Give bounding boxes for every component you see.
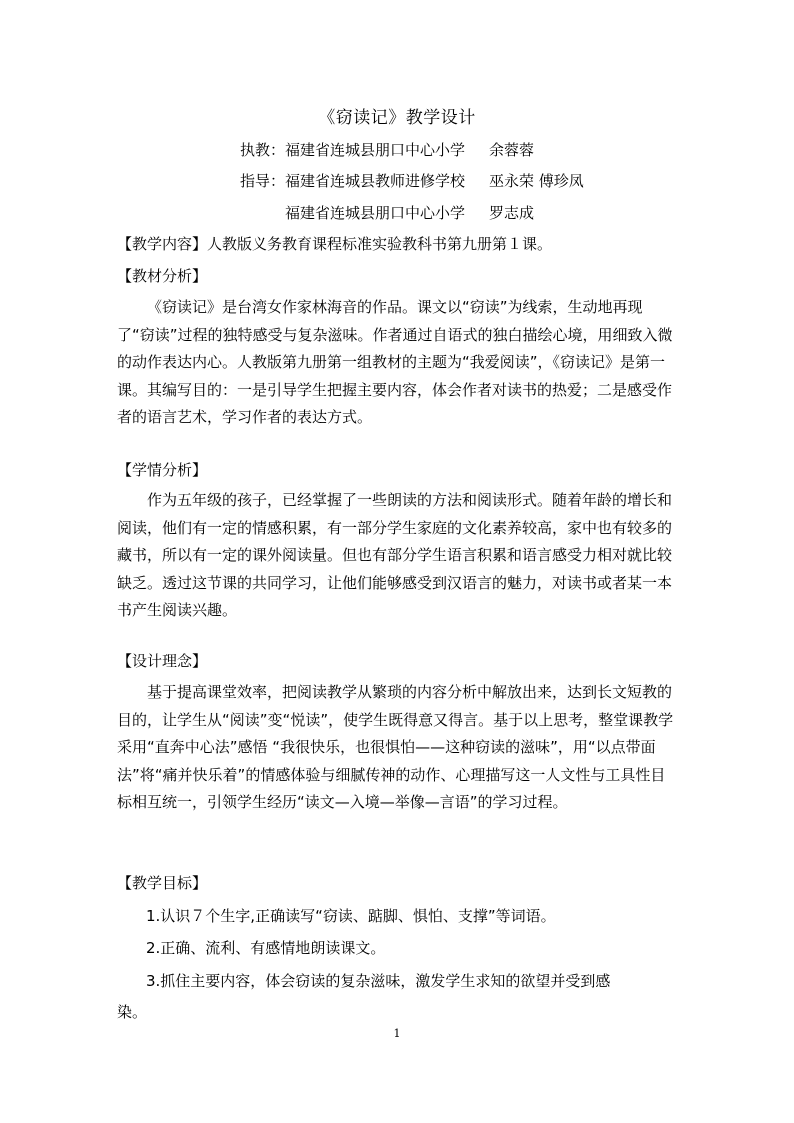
section-heading: 【教材分析】 (117, 267, 208, 285)
page-number: 1 (393, 1027, 401, 1040)
objective-item: 3.抓住主要内容，体会窃读的复杂滋味，激发学生求知的欲望并受到感 (146, 972, 611, 990)
section-heading: 【学情分析】 (117, 461, 208, 479)
author-line-1 (240, 139, 534, 160)
content-text: 人教版义务教育课程标准实验教科书第九册第１课。 (207, 235, 553, 253)
author-org: 福建省连城县朋口中心小学 (285, 204, 466, 222)
student-analysis-paragraph: 作为五年级的孩子，已经掌握了一些朗读的方法和阅读形式。随着年龄的增长和阅读，他们有一定的情感积累，有一部分学生家庭的文化素养较高，家中也有较多的藏书，所以有一定的课外阅读量。但也有部分学生语言积累和语言感受力相对就比较缺乏。透过这节课的共同学习，让他们能够感受到汉语言的魅力，对读书或者某一本书产生阅读兴趣。 (117, 491, 673, 620)
author-role: 指导： (240, 172, 286, 190)
objective-item: 1.认识７个生字,正确读写“窃读、踮脚、惧怕、支撑”等词语。 (146, 907, 556, 925)
objective-item: 2.正确、流利、有感情地朗读课文。 (146, 939, 386, 957)
author-org: 福建省连城县朋口中心小学 (285, 141, 466, 159)
author-line-2 (240, 170, 584, 191)
author-line-3 (285, 202, 534, 223)
section-heading: 【教学内容】 (117, 235, 208, 253)
author-org: 福建省连城县教师进修学校 (285, 172, 466, 190)
section-heading: 【设计理念】 (117, 652, 208, 670)
author-role: 执教： (240, 141, 286, 159)
content-line (117, 233, 552, 254)
page-title: 《窃读记》教学设计 (318, 108, 476, 128)
author-names: 余蓉蓉 (489, 141, 535, 159)
material-analysis-paragraph: 《窃读记》是台湾女作家林海音的作品。课文以“窃读”为线索，生动地再现了“窃读”过程的独特感受与复杂滋味。作者通过自语式的独白描绘心境，用细致入微的动作表达内心。人教版第九册第一组教材的主题为“我爱阅读”，《窃读记》是第一课。其编写目的：一是引导学生把握主要内容，体会作者对读书的热爱；二是感受作者的语言艺术，学习作者的表达方式。 (117, 298, 673, 427)
section-heading: 【教学目标】 (117, 874, 208, 892)
design-concept-paragraph: 基于提高课堂效率，把阅读教学从繁琐的内容分析中解放出来，达到长文短教的目的，让学生从“阅读”变“悦读”，使学生既得意又得言。基于以上思考，整堂课教学采用“直奔中心法”感悟 “我很快乐，也很惧怕——这种窃读的滋味”，用“以点带面法”将“痛并快乐着”的情感体验与细腻传神的动作、心理描写这一人文性与工具性目标相互统一，引领学生经历“读文—入境—举像—言语”的学习过程。 (117, 683, 674, 812)
author-names: 巫永荣 傅珍凤 (489, 172, 584, 190)
objective-item: 染。 (117, 1003, 148, 1021)
author-names: 罗志成 (489, 204, 535, 222)
